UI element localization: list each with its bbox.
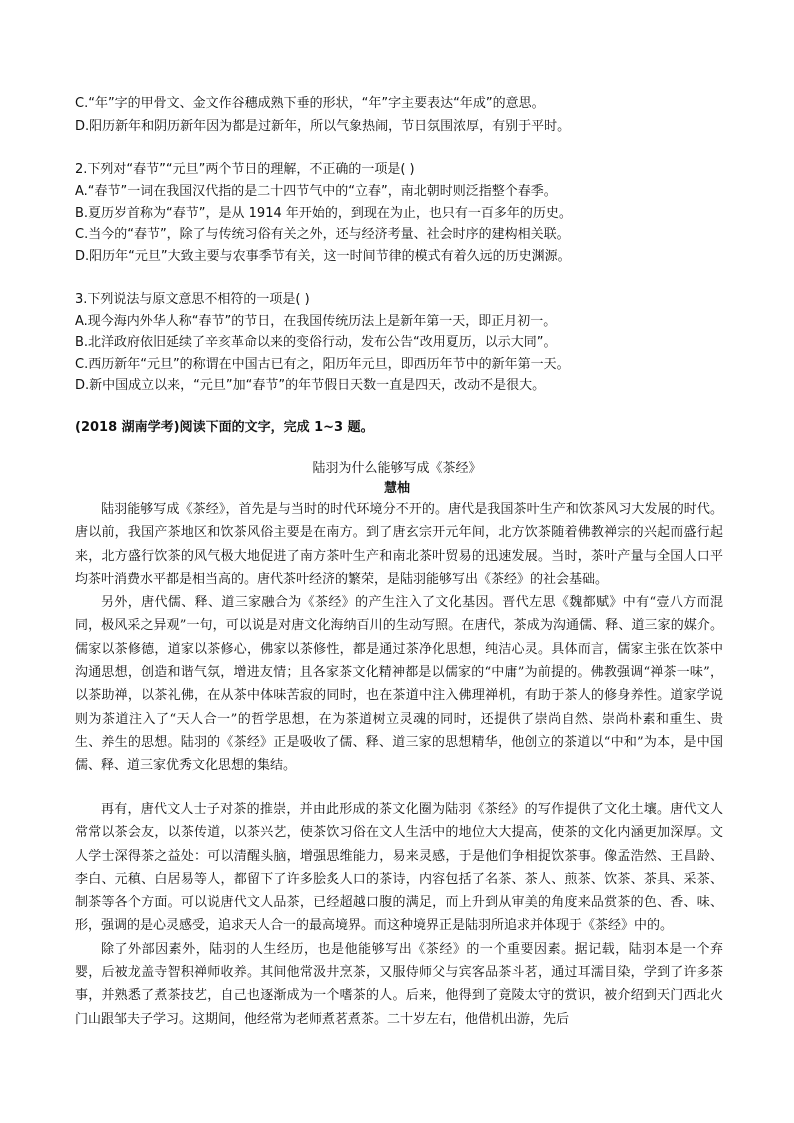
article-body-part2 bbox=[75, 798, 723, 1031]
q2-option-d: D.阳历年“元旦”大致主要与农事季节有关，这一时间节律的模式有着久远的历史渊源。 bbox=[75, 249, 571, 264]
article-author: 慧柚 bbox=[383, 481, 410, 496]
section-intro: (2018 湖南学考)阅读下面的文字，完成 1~3 题。 bbox=[75, 420, 374, 435]
q2-option-a: A.“春节”一词在我国汉代指的是二十四节气中的“立春”，南北朝时则泛指整个春季。 bbox=[75, 184, 557, 199]
q3-stem: 3.下列说法与原文意思不相符的一项是( ) bbox=[75, 292, 310, 307]
article-paragraph-2: 另外，唐代儒、释、道三家融合为《茶经》的产生注入了文化基因。晋代左思《魏都赋》中有“壹八方而混同，极风采之异观”一句，可以说是对唐文化海纳百川的生动写照。在唐代，茶成为沟通儒、释、道三家的媒介。儒家以茶修德，道家以茶修心，佛家以茶修性，都是通过茶净化思想，纯洁心灵。具体而言，儒家主张在饮茶中沟通思想，创造和谐气氛，增进友情；且各家茶文化精神都是以儒家的“中庸”为前提的。佛教强调“禅茶一味”，以茶助禅，以茶礼佛，在从茶中体味苦寂的同时，也在茶道中注入佛理禅机，有助于茶人的修身养性。道家学说则为茶道注入了“天人合一”的哲学思想，在为茶道树立灵魂的同时，还提供了崇尚自然、崇尚朴素和重生、贵生、养生的思想。陆羽的《茶经》正是吸收了儒、释、道三家的思想精华，他创立的茶道以“中和”为本，是中国儒、释、道三家优秀文化思想的集结。 bbox=[75, 595, 723, 774]
q1-option-c: C.“年”字的甲骨文、金文作谷穗成熟下垂的形状，“年”字主要表达“年成”的意思。 bbox=[75, 96, 545, 111]
q3-option-b: B.北洋政府依旧延续了辛亥革命以来的变俗行动，发布公告“改用夏历，以示大同”。 bbox=[75, 335, 557, 350]
q2-stem: 2.下列对“春节”“元旦”两个节日的理解，不正确的一项是( ) bbox=[75, 162, 415, 177]
q2-option-b: B.夏历岁首称为“春节”，是从 1914 年开始的，到现在为止，也只有一百多年的历史。 bbox=[75, 206, 572, 221]
q3-option-d: D.新中国成立以来，“元旦”加“春节”的年节假日天数一直是四天，改动不是很大。 bbox=[75, 378, 546, 393]
article-paragraph-1: 陆羽能够写成《茶经》，首先是与当时的时代环境分不开的。唐代是我国茶叶生产和饮茶风习大发展的时代。唐以前，我国产茶地区和饮茶风俗主要是在南方。到了唐玄宗开元年间，北方饮茶随着佛教禅宗的兴起而盛行起来，北方盛行饮茶的风气极大地促进了南方茶叶生产和南北茶叶贸易的迅速发展。当时，茶叶产量与全国人口平均茶叶消费水平都是相当高的。唐代茶叶经济的繁荣，是陆羽能够写出《茶经》的社会基础。 bbox=[75, 502, 723, 587]
article-body-part1 bbox=[75, 498, 723, 778]
article-paragraph-4: 除了外部因素外，陆羽的人生经历，也是他能够写出《茶经》的一个重要因素。据记载，陆羽本是一个弃婴，后被龙盖寺智积禅师收养。其间他常汲井烹茶，又服侍师父与宾客品茶斗茗，通过耳濡目染，学到了许多茶事，并熟悉了煮茶技艺，自己也逐渐成为一个嗜茶的人。后来，他得到了竟陵太守的赏识，被介绍到天门西北火门山跟邹夫子学习。这期间，他经常为老师煮茗煮茶。二十岁左右，他借机出游，先后 bbox=[75, 941, 723, 1027]
article-paragraph-3: 再有，唐代文人士子对茶的推崇，并由此形成的茶文化圈为陆羽《茶经》的写作提供了文化土壤。唐代文人常常以茶会友，以茶传道，以茶兴艺，使茶饮习俗在文人生活中的地位大大提高，使茶的文化内涵更加深厚。文人学士深得茶之益处：可以清醒头脑，增强思维能力，易来灵感，于是他们争相捉饮茶事。像孟浩然、王昌龄、李白、元稹、白居易等人，都留下了许多脍炙人口的茶诗，内容包括了名茶、茶人、煎茶、饮茶、茶具、采茶、制茶等各个方面。可以说唐代文人品茶，已经超越口腹的满足，而上升到从审美的角度来品赏茶的色、香、味、形，强调的是心灵感受，追求天人合一的最高境界。而这种境界正是陆羽所追求并体现于《茶经》中的。 bbox=[75, 802, 723, 934]
q2-option-c: C.当今的“春节”，除了与传统习俗有关之外，还与经济考量、社会时序的建构相关联。 bbox=[75, 227, 570, 242]
q3-option-c: C.西历新年“元旦”的称谓在中国古已有之，阳历年元旦，即西历年节中的新年第一天。 bbox=[75, 357, 570, 372]
q3-option-a: A.现今海内外华人称“春节”的节日，在我国传统历法上是新年第一天，即正月初一。 bbox=[75, 314, 557, 329]
article-title: 陆羽为什么能够写成《茶经》 bbox=[312, 461, 482, 476]
q1-option-d: D.阳历新年和阴历新年因为都是过新年，所以气象热闹，节日氛围浓厚，有别于平时。 bbox=[75, 119, 571, 134]
